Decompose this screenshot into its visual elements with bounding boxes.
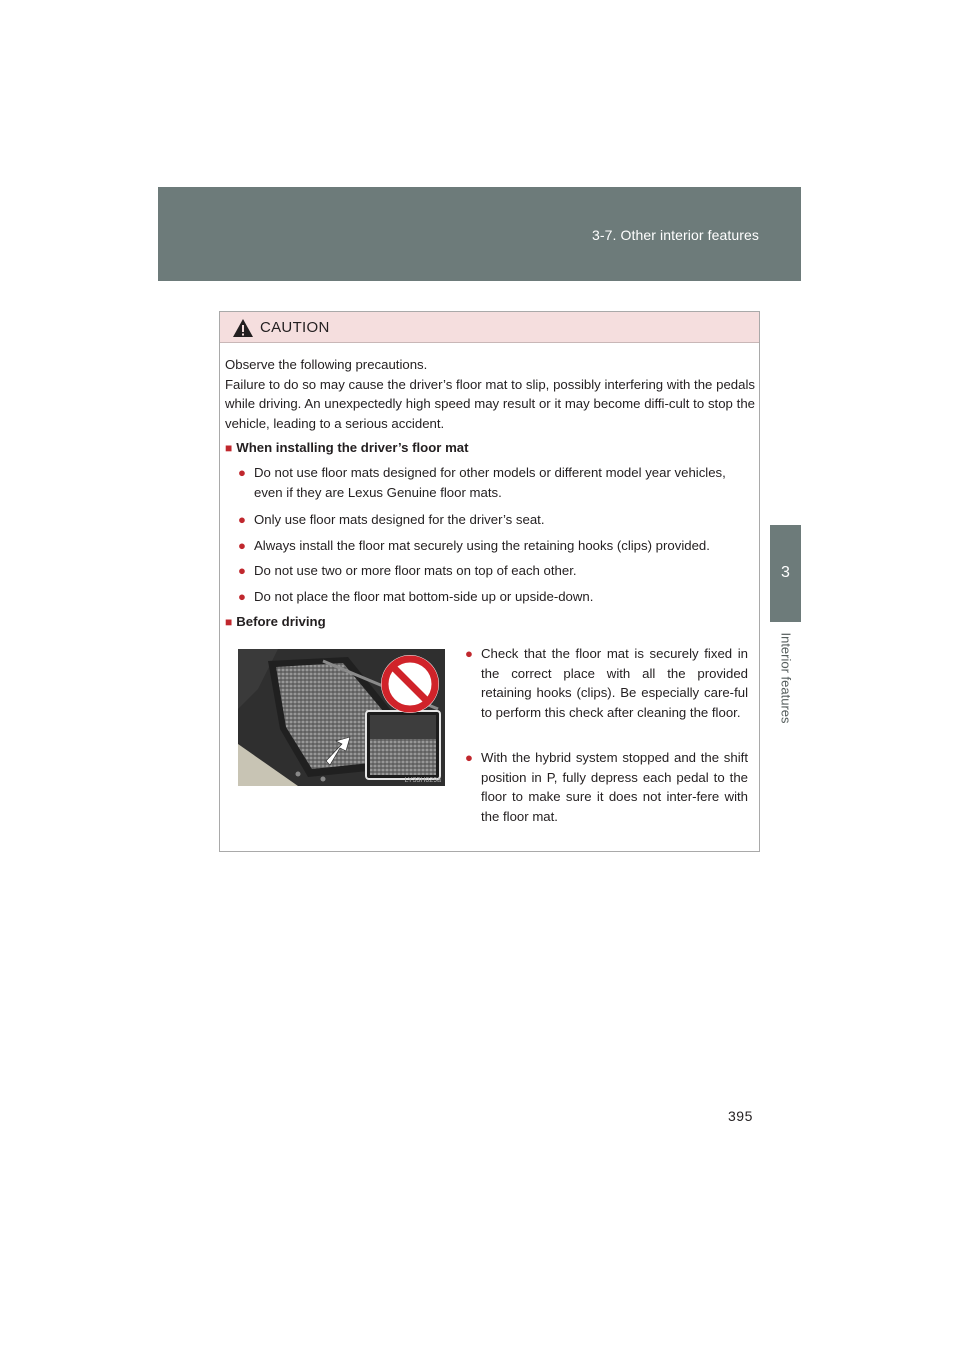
driving-heading — [225, 612, 326, 632]
caution-header — [220, 312, 759, 343]
intro-line-2: Failure to do so may cause the driver’s floor mat to slip, possibly interfering with the pedals while driving. An unexpectedly high speed may result or it may become diffi-cult to stop the vehicle, leading to a serious accident. — [225, 376, 755, 431]
caution-box — [219, 311, 760, 852]
heading-square-icon: ■ — [225, 441, 233, 455]
warning-triangle-icon — [232, 318, 254, 338]
installing-bullet-3: ● Always install the floor mat securely using the retaining hooks (clips) provided. — [238, 536, 755, 556]
chapter-tab — [770, 525, 801, 622]
bullet-dot-icon: ● — [465, 646, 473, 661]
bullet-dot-icon: ● — [238, 563, 246, 578]
driving-bullet-1: ● Check that the floor mat is securely fixed in the correct place with all the provided retaining hooks (clips). Be especially care-ful to perform this check after cleaning the floor. — [465, 646, 748, 720]
chapter-label: Interior features — [778, 632, 794, 724]
bullet-dot-icon: ● — [238, 589, 246, 604]
intro-line-1: Observe the following precautions. — [225, 357, 428, 372]
installing-bullet-4: ● Do not use two or more floor mats on top of each other. — [238, 561, 755, 581]
installing-bullet-5: ● Do not place the floor mat bottom-side up or upside-down. — [238, 587, 755, 607]
caution-title: CAUTION — [260, 319, 330, 336]
section-title: 3-7. Other interior features — [592, 227, 759, 243]
bullet-dot-icon: ● — [465, 750, 473, 765]
page-number: 395 — [728, 1108, 753, 1124]
bullet-dot-icon: ● — [238, 465, 246, 480]
driving-bullet-2: ● With the hybrid system stopped and the shift position in P, fully depress each pedal to the floor to make sure it does not inter-fere with the floor mat. — [465, 750, 748, 824]
installing-bullet-2: ● Only use floor mats designed for the driver’s seat. — [238, 510, 755, 530]
installing-heading — [225, 438, 469, 458]
caution-intro — [225, 355, 755, 433]
heading-square-icon: ■ — [225, 615, 233, 629]
header-band — [158, 187, 801, 281]
installing-bullet-1: ● Do not use floor mats designed for other models or different model year vehicles, even if they are Lexus Genuine floor mats. — [238, 465, 726, 500]
floor-mat-photo — [238, 649, 445, 786]
bullet-dot-icon: ● — [238, 538, 246, 553]
driving-heading-text: Before driving — [236, 614, 326, 629]
installing-heading-text: When installing the driver’s floor mat — [236, 440, 469, 455]
figure-id: LY33H029a — [404, 777, 441, 784]
chapter-number: 3 — [781, 564, 790, 581]
floor-mat-illustration — [238, 649, 445, 786]
bullet-dot-icon: ● — [238, 512, 246, 527]
